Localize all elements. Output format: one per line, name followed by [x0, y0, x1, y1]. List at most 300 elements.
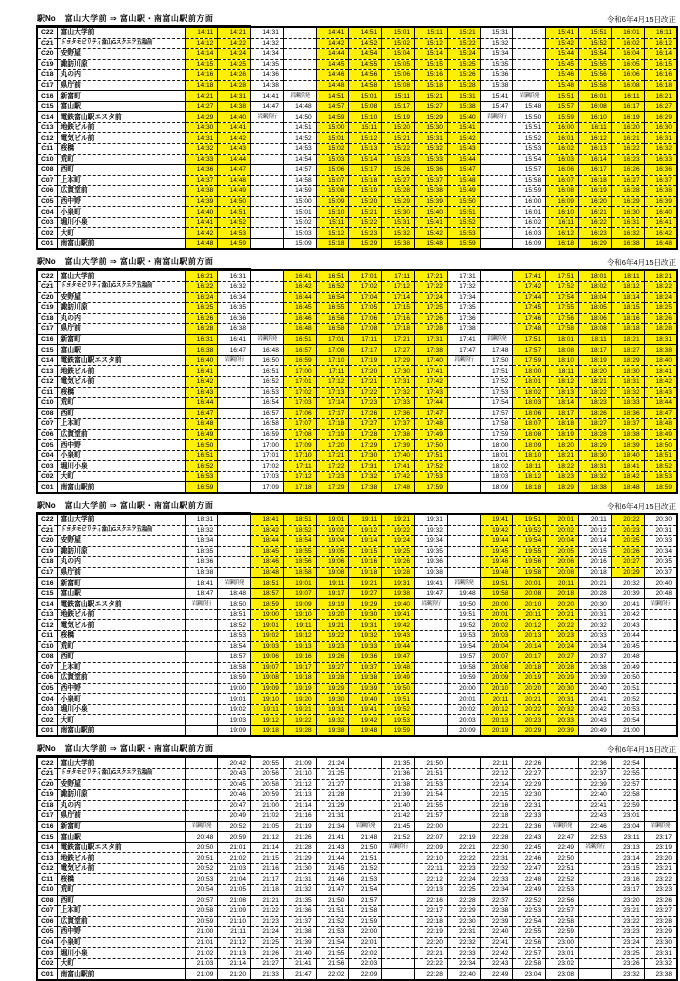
- route-title: 富山大学前 ⇒ 富山駅・南富山駅前方面: [59, 256, 252, 269]
- time-cell: 20:48: [611, 652, 644, 663]
- time-cell: 23:00: [546, 937, 579, 948]
- time-cell: 21:52: [349, 863, 382, 874]
- time-cell: 19:16: [349, 557, 382, 568]
- destination-note: 岩瀬浜発: [644, 821, 677, 832]
- time-cell: 17:41: [382, 461, 415, 472]
- time-cell: 16:54: [251, 398, 284, 409]
- time-cell: 21:10: [218, 916, 251, 927]
- time-cell: 16:50: [251, 355, 284, 366]
- time-cell: 18:41: [251, 514, 284, 525]
- time-cell: 15:54: [579, 49, 612, 60]
- time-cell: 15:17: [349, 165, 382, 176]
- time-cell: 21:13: [283, 790, 316, 801]
- empty-cell: [218, 450, 251, 461]
- station-row-C01: [37, 238, 677, 249]
- time-cell: 22:13: [415, 885, 448, 896]
- time-cell: 18:01: [480, 450, 513, 461]
- time-cell: 17:35: [447, 303, 480, 314]
- time-cell: 15:00: [283, 196, 316, 207]
- station-name: 小泉町: [57, 937, 185, 948]
- time-cell: 17:02: [251, 461, 284, 472]
- time-cell: 16:41: [644, 217, 677, 228]
- time-cell: 15:36: [480, 70, 513, 81]
- empty-cell: [382, 906, 415, 917]
- empty-cell: [218, 387, 251, 398]
- time-cell: 16:29: [579, 238, 612, 249]
- time-cell: 15:15: [415, 59, 448, 70]
- time-cell: 16:01: [579, 91, 612, 102]
- time-cell: 20:49: [611, 662, 644, 673]
- empty-cell: [480, 207, 513, 218]
- station-name: 富山駅: [57, 832, 185, 843]
- time-cell: 16:42: [644, 228, 677, 239]
- station-row-C10: [37, 641, 677, 652]
- empty-cell: [382, 895, 415, 906]
- time-cell: 15:38: [415, 186, 448, 197]
- time-cell: 21:02: [185, 948, 218, 959]
- station-row-C06: [37, 186, 677, 197]
- station-name: 南富山駅前: [57, 725, 185, 736]
- time-cell: 18:12: [546, 376, 579, 387]
- time-cell: 18:30: [611, 366, 644, 377]
- time-cell: 21:35: [283, 895, 316, 906]
- time-cell: 19:22: [283, 715, 316, 726]
- time-cell: 22:37: [579, 769, 612, 780]
- empty-cell: [251, 207, 284, 218]
- time-cell: 14:41: [251, 91, 284, 102]
- station-name: 電気ビル前: [57, 863, 185, 874]
- empty-cell: [218, 536, 251, 547]
- empty-cell: [447, 376, 480, 387]
- station-code: C12: [37, 620, 57, 631]
- time-cell: 22:22: [415, 958, 448, 969]
- empty-cell: [579, 969, 612, 980]
- time-cell: 16:29: [611, 196, 644, 207]
- station-code: C14: [37, 842, 57, 853]
- empty-cell: [185, 715, 218, 726]
- station-name: 安野屋: [57, 49, 185, 60]
- time-cell: 14:48: [316, 80, 349, 91]
- time-cell: 22:55: [513, 927, 546, 938]
- time-cell: 20:52: [185, 863, 218, 874]
- section-header: [36, 256, 678, 269]
- time-cell: 14:44: [316, 49, 349, 60]
- time-cell: 23:25: [611, 948, 644, 959]
- time-cell: 18:54: [218, 641, 251, 652]
- time-cell: 18:09: [513, 440, 546, 451]
- time-cell: 20:35: [644, 557, 677, 568]
- time-cell: 17:29: [316, 482, 349, 493]
- time-cell: 18:38: [579, 482, 612, 493]
- time-cell: 14:51: [283, 122, 316, 133]
- time-cell: 19:21: [349, 578, 382, 589]
- station-row-C17: [37, 811, 677, 822]
- time-cell: 17:09: [251, 482, 284, 493]
- empty-cell: [415, 683, 448, 694]
- time-cell: 15:18: [349, 175, 382, 186]
- time-cell: 19:02: [316, 525, 349, 536]
- station-name: 小泉町: [57, 207, 185, 218]
- empty-cell: [185, 769, 218, 780]
- time-cell: 21:58: [349, 906, 382, 917]
- empty-cell: [415, 704, 448, 715]
- empty-cell: [218, 376, 251, 387]
- time-cell: 15:38: [480, 80, 513, 91]
- empty-cell: [251, 186, 284, 197]
- time-cell: 20:10: [513, 599, 546, 610]
- time-cell: 23:21: [611, 906, 644, 917]
- time-cell: 14:51: [218, 207, 251, 218]
- time-cell: 14:11: [185, 27, 218, 38]
- time-cell: 14:38: [251, 80, 284, 91]
- time-cell: 21:26: [251, 948, 284, 959]
- time-cell: 21:38: [283, 927, 316, 938]
- time-cell: 15:32: [415, 144, 448, 155]
- time-cell: 19:32: [415, 525, 448, 536]
- destination-note: 岩瀬浜発: [513, 91, 546, 102]
- time-cell: 20:50: [611, 673, 644, 684]
- station-name: 丸の内: [57, 70, 185, 81]
- time-cell: 22:33: [480, 874, 513, 885]
- time-cell: 17:51: [480, 366, 513, 377]
- time-cell: 14:58: [349, 80, 382, 91]
- time-cell: 17:05: [349, 303, 382, 314]
- station-name: 諏訪川原: [57, 303, 185, 314]
- time-cell: 18:38: [611, 429, 644, 440]
- time-cell: 18:35: [185, 546, 218, 557]
- time-cell: 16:51: [251, 366, 284, 377]
- station-name: 安野屋: [57, 292, 185, 303]
- time-cell: 17:49: [415, 429, 448, 440]
- time-cell: 21:38: [382, 779, 415, 790]
- station-code: C15: [37, 588, 57, 599]
- station-name: 地鉄ビル前: [57, 853, 185, 864]
- station-row-C21: [37, 282, 677, 293]
- time-cell: 18:59: [644, 482, 677, 493]
- time-cell: 19:44: [480, 536, 513, 547]
- time-cell: 18:52: [218, 620, 251, 631]
- time-cell: 18:31: [185, 514, 218, 525]
- empty-cell: [382, 874, 415, 885]
- time-cell: 18:18: [611, 324, 644, 335]
- empty-cell: [349, 790, 382, 801]
- time-cell: 21:24: [316, 757, 349, 768]
- time-cell: 18:52: [283, 525, 316, 536]
- time-cell: 16:20: [611, 122, 644, 133]
- time-cell: 20:00: [447, 683, 480, 694]
- station-code: C22: [37, 27, 57, 38]
- time-cell: 15:02: [283, 217, 316, 228]
- destination-note: 岩瀬浜発: [546, 821, 579, 832]
- time-cell: 15:01: [283, 207, 316, 218]
- station-code: C19: [37, 303, 57, 314]
- empty-cell: [218, 440, 251, 451]
- empty-cell: [644, 652, 677, 663]
- empty-cell: [251, 154, 284, 165]
- empty-cell: [513, 80, 546, 91]
- station-name: 電気ビル前: [57, 620, 185, 631]
- empty-cell: [480, 196, 513, 207]
- station-name: 上本町: [57, 419, 185, 430]
- time-cell: 21:43: [316, 842, 349, 853]
- station-name: 西町: [57, 408, 185, 419]
- empty-cell: [447, 429, 480, 440]
- station-row-C02: [37, 471, 677, 482]
- station-row-C22: [37, 270, 677, 281]
- time-cell: 22:42: [480, 948, 513, 959]
- empty-cell: [415, 715, 448, 726]
- station-row-C16: [37, 91, 677, 102]
- time-cell: 23:21: [644, 863, 677, 874]
- time-cell: 20:04: [546, 536, 579, 547]
- time-cell: 18:58: [283, 567, 316, 578]
- empty-cell: [447, 471, 480, 482]
- time-cell: 17:41: [415, 366, 448, 377]
- time-cell: 18:21: [644, 270, 677, 281]
- time-cell: 16:41: [283, 270, 316, 281]
- time-cell: 22:33: [447, 948, 480, 959]
- time-cell: 14:38: [218, 101, 251, 112]
- empty-cell: [546, 811, 579, 822]
- time-cell: 23:11: [611, 832, 644, 843]
- time-cell: 21:51: [349, 853, 382, 864]
- station-row-C10: [37, 885, 677, 896]
- time-cell: 16:41: [218, 334, 251, 345]
- time-cell: 18:52: [644, 461, 677, 472]
- time-cell: 19:46: [480, 557, 513, 568]
- station-code: C14: [37, 112, 57, 123]
- station-row-C19: [37, 790, 677, 801]
- time-cell: 19:00: [251, 609, 284, 620]
- time-cell: 16:48: [185, 419, 218, 430]
- empty-cell: [349, 800, 382, 811]
- station-name: 諏訪川原: [57, 59, 185, 70]
- time-cell: 16:26: [185, 313, 218, 324]
- time-cell: 15:59: [513, 186, 546, 197]
- time-cell: 20:12: [480, 704, 513, 715]
- empty-cell: [447, 800, 480, 811]
- time-cell: 23:30: [644, 937, 677, 948]
- time-cell: 21:59: [349, 916, 382, 927]
- time-cell: 14:54: [283, 154, 316, 165]
- time-cell: 15:48: [546, 80, 579, 91]
- time-cell: 21:20: [218, 969, 251, 980]
- station-name: 電気ビル前: [57, 376, 185, 387]
- time-cell: 23:17: [644, 832, 677, 843]
- station-name: 荒町: [57, 398, 185, 409]
- time-cell: 19:47: [382, 652, 415, 663]
- time-cell: 20:54: [611, 715, 644, 726]
- station-row-C11: [37, 144, 677, 155]
- time-cell: 19:58: [480, 588, 513, 599]
- time-cell: 19:50: [447, 599, 480, 610]
- time-cell: 16:20: [579, 196, 612, 207]
- time-cell: 21:24: [251, 927, 284, 938]
- time-cell: 20:30: [546, 683, 579, 694]
- time-cell: 14:48: [218, 175, 251, 186]
- time-cell: 21:44: [316, 853, 349, 864]
- station-row-C19: [37, 303, 677, 314]
- empty-cell: [283, 27, 316, 38]
- empty-cell: [644, 620, 677, 631]
- time-cell: 19:58: [513, 567, 546, 578]
- time-cell: 20:16: [579, 557, 612, 568]
- time-cell: 18:48: [218, 588, 251, 599]
- time-cell: 20:06: [546, 557, 579, 568]
- time-cell: 19:07: [251, 662, 284, 673]
- time-cell: 19:19: [316, 599, 349, 610]
- time-cell: 21:52: [382, 832, 415, 843]
- station-code: C07: [37, 906, 57, 917]
- time-cell: 19:06: [316, 557, 349, 568]
- time-cell: 23:27: [644, 906, 677, 917]
- time-cell: 18:28: [579, 429, 612, 440]
- time-cell: 19:31: [382, 578, 415, 589]
- time-cell: 19:26: [382, 557, 415, 568]
- timetable-section-2: [36, 256, 680, 493]
- destination-note: 岩瀬浜発: [480, 334, 513, 345]
- time-cell: 19:37: [349, 662, 382, 673]
- time-cell: 22:49: [513, 885, 546, 896]
- time-cell: 15:09: [283, 238, 316, 249]
- station-name: 大町: [57, 958, 185, 969]
- time-cell: 16:11: [611, 91, 644, 102]
- station-name: 県庁前: [57, 811, 185, 822]
- time-cell: 17:00: [251, 440, 284, 451]
- time-cell: 14:59: [218, 238, 251, 249]
- time-cell: 18:47: [185, 588, 218, 599]
- time-cell: 19:19: [283, 683, 316, 694]
- time-cell: 16:29: [644, 112, 677, 123]
- time-cell: 18:28: [644, 324, 677, 335]
- time-cell: 20:34: [644, 546, 677, 557]
- time-cell: 18:41: [185, 578, 218, 589]
- time-cell: 14:53: [218, 228, 251, 239]
- station-code: C04: [37, 207, 57, 218]
- empty-cell: [218, 514, 251, 525]
- station-code: C17: [37, 811, 57, 822]
- time-cell: 21:14: [251, 842, 284, 853]
- time-cell: 17:42: [382, 471, 415, 482]
- station-name: 電鉄富山駅エスタ前: [57, 355, 185, 366]
- time-cell: 21:56: [316, 958, 349, 969]
- station-row-C13: [37, 122, 677, 133]
- time-cell: 19:11: [251, 704, 284, 715]
- empty-cell: [185, 790, 218, 801]
- station-code: C01: [37, 482, 57, 493]
- empty-cell: [218, 482, 251, 493]
- time-cell: 15:51: [546, 91, 579, 102]
- station-code: C20: [37, 292, 57, 303]
- time-cell: 22:29: [513, 779, 546, 790]
- time-cell: 19:14: [349, 536, 382, 547]
- time-cell: 14:22: [218, 38, 251, 49]
- time-cell: 15:21: [382, 133, 415, 144]
- station-name: 丸の内: [57, 313, 185, 324]
- station-code: C13: [37, 609, 57, 620]
- station-code: C14: [37, 599, 57, 610]
- empty-cell: [579, 874, 612, 885]
- time-cell: 19:38: [415, 567, 448, 578]
- empty-cell: [218, 525, 251, 536]
- time-cell: 16:40: [185, 355, 218, 366]
- station-row-C08: [37, 408, 677, 419]
- time-cell: 19:08: [316, 567, 349, 578]
- time-cell: 22:47: [546, 832, 579, 843]
- empty-cell: [447, 461, 480, 472]
- time-cell: 19:01: [218, 694, 251, 705]
- time-cell: 22:28: [480, 832, 513, 843]
- time-cell: 21:00: [185, 927, 218, 938]
- time-cell: 16:33: [644, 154, 677, 165]
- time-cell: 17:47: [415, 408, 448, 419]
- station-name: 西中野: [57, 927, 185, 938]
- empty-cell: [185, 609, 218, 620]
- station-code: C16: [37, 578, 57, 589]
- time-cell: 17:36: [382, 408, 415, 419]
- time-cell: 16:59: [185, 482, 218, 493]
- time-cell: 14:40: [218, 112, 251, 123]
- time-cell: 20:30: [579, 599, 612, 610]
- station-code: C16: [37, 334, 57, 345]
- time-cell: 16:31: [611, 217, 644, 228]
- time-cell: 15:25: [447, 59, 480, 70]
- empty-cell: [644, 630, 677, 641]
- empty-cell: [644, 683, 677, 694]
- time-cell: 17:51: [546, 270, 579, 281]
- time-cell: 18:17: [579, 345, 612, 356]
- time-cell: 22:34: [480, 885, 513, 896]
- empty-cell: [218, 398, 251, 409]
- time-cell: 21:45: [382, 821, 415, 832]
- time-cell: 18:13: [546, 387, 579, 398]
- time-cell: 14:31: [185, 133, 218, 144]
- time-cell: 17:50: [480, 355, 513, 366]
- time-cell: 15:23: [349, 228, 382, 239]
- time-cell: 17:06: [283, 408, 316, 419]
- time-cell: 20:32: [611, 578, 644, 589]
- time-cell: 15:23: [382, 154, 415, 165]
- time-cell: 21:51: [316, 906, 349, 917]
- time-cell: 19:22: [316, 630, 349, 641]
- station-row-C11: [37, 387, 677, 398]
- time-cell: 19:36: [349, 652, 382, 663]
- station-code: C03: [37, 948, 57, 959]
- time-cell: 21:33: [251, 969, 284, 980]
- time-cell: 17:08: [349, 324, 382, 335]
- time-cell: 16:54: [316, 292, 349, 303]
- time-cell: 18:01: [513, 376, 546, 387]
- time-cell: 19:36: [415, 557, 448, 568]
- time-cell: 15:37: [415, 175, 448, 186]
- time-cell: 18:51: [283, 514, 316, 525]
- time-cell: 21:57: [349, 895, 382, 906]
- empty-cell: [218, 546, 251, 557]
- time-cell: 16:49: [185, 429, 218, 440]
- empty-cell: [251, 144, 284, 155]
- time-cell: 21:28: [283, 842, 316, 853]
- time-cell: 16:43: [185, 387, 218, 398]
- station-code: C06: [37, 429, 57, 440]
- time-cell: 17:14: [316, 398, 349, 409]
- time-cell: 20:39: [611, 588, 644, 599]
- time-cell: 18:27: [579, 419, 612, 430]
- time-cell: 22:19: [447, 832, 480, 843]
- empty-cell: [447, 769, 480, 780]
- time-cell: 17:45: [513, 303, 546, 314]
- time-cell: 15:43: [447, 144, 480, 155]
- empty-cell: [480, 165, 513, 176]
